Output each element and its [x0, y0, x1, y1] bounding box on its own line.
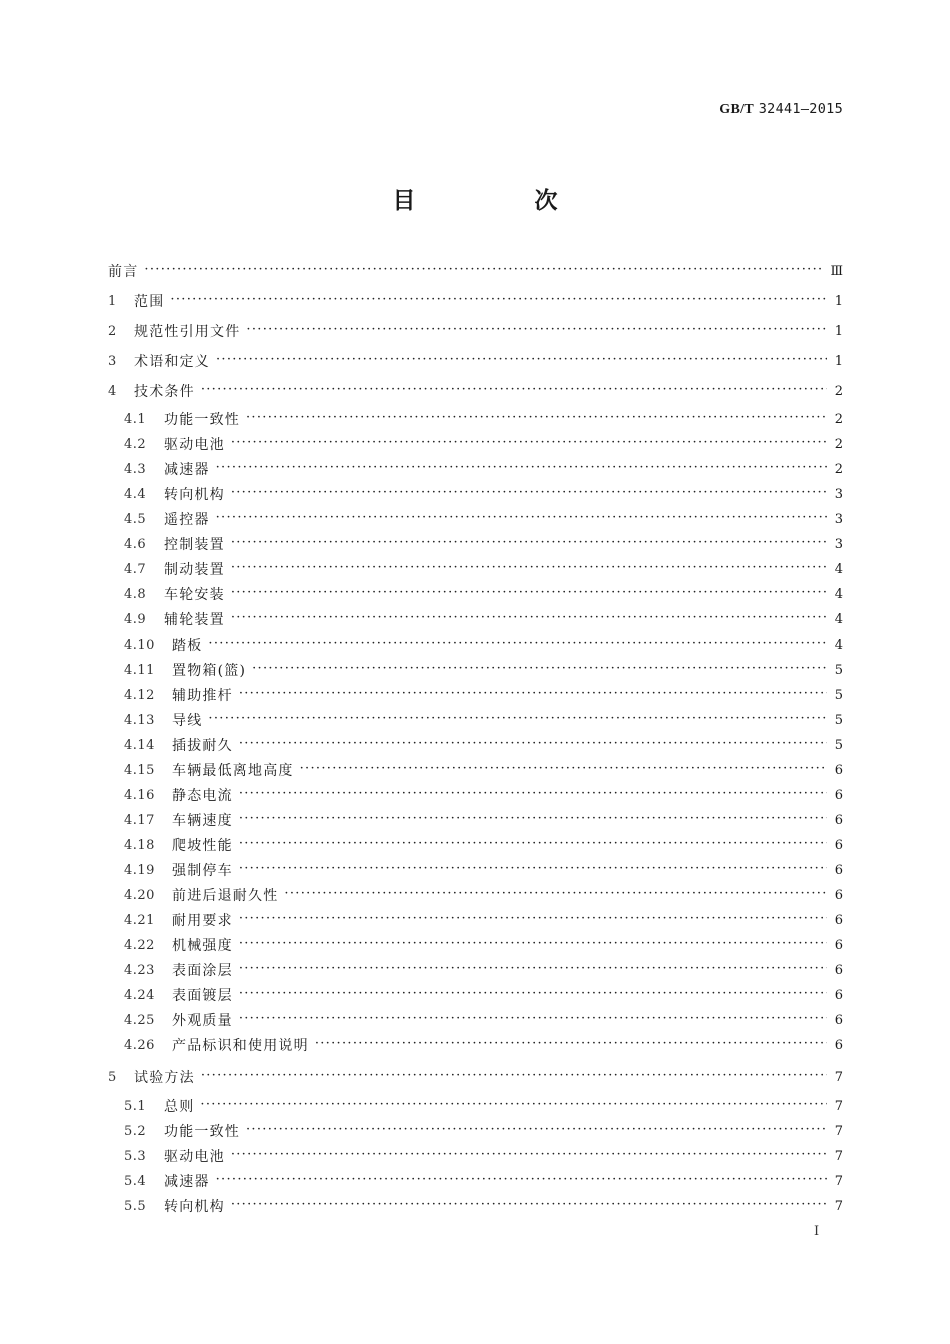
toc-entry-label: 技术条件 — [134, 384, 195, 400]
toc-entry-label: 前进后退耐久性 — [172, 888, 279, 904]
toc-entry-page: 7 — [834, 1069, 843, 1085]
toc-leader-dots — [239, 963, 827, 977]
toc-entry-page: 6 — [834, 887, 843, 903]
toc-leader-dots — [300, 763, 827, 777]
toc-leader-dots — [201, 384, 827, 398]
toc-entry-page: 6 — [834, 912, 843, 928]
toc-leader-dots — [246, 324, 827, 338]
toc-entry-label: 遥控器 — [164, 512, 210, 528]
toc-entry[interactable] — [124, 884, 843, 906]
toc-entry-page: 2 — [834, 436, 843, 452]
toc-entry-label: 表面镀层 — [172, 988, 233, 1004]
toc-entry-label: 驱动电池 — [164, 437, 225, 453]
toc-entry-label: 辅轮装置 — [164, 612, 225, 628]
toc-entry-page: 6 — [834, 1012, 843, 1028]
toc-entry-number: 5.3 — [124, 1148, 147, 1164]
toc-entry-number: 1 — [108, 293, 117, 309]
toc-leader-dots — [239, 688, 827, 702]
toc-entry[interactable] — [124, 959, 843, 981]
toc-entry[interactable] — [124, 659, 843, 681]
toc-entry-page: 1 — [834, 293, 843, 309]
toc-entry[interactable] — [124, 533, 843, 555]
toc-leader-dots — [231, 1149, 827, 1163]
toc-entry-label: 规范性引用文件 — [134, 324, 241, 340]
toc-entry[interactable] — [124, 458, 843, 480]
toc-entry[interactable] — [124, 809, 843, 831]
toc-entry-page: 5 — [834, 662, 843, 678]
toc-entry[interactable] — [124, 834, 843, 856]
toc-entry-label: 转向机构 — [164, 1199, 225, 1215]
standard-code — [719, 101, 843, 118]
toc-entry[interactable] — [124, 934, 843, 956]
toc-entry[interactable] — [124, 508, 843, 530]
toc-entry-number: 4.22 — [124, 937, 155, 953]
toc-entry-label: 车辆最低离地高度 — [172, 763, 294, 779]
standard-prefix: GB/T — [719, 102, 754, 117]
toc-entry[interactable] — [124, 634, 843, 656]
toc-leader-dots — [239, 1013, 827, 1027]
toc-entry[interactable] — [124, 483, 843, 505]
toc-leader-dots — [231, 562, 827, 576]
toc-leader-dots — [208, 713, 827, 727]
toc-entry-number: 4.19 — [124, 862, 155, 878]
toc-entry-page: 3 — [834, 511, 843, 527]
toc-entry-label: 置物箱(篮) — [172, 663, 247, 679]
toc-entry-number: 3 — [108, 353, 117, 369]
toc-entry-number: 5.4 — [124, 1173, 147, 1189]
toc-entry-page: 6 — [834, 1037, 843, 1053]
toc-entry-label: 控制装置 — [164, 537, 225, 553]
toc-entry[interactable] — [124, 558, 843, 580]
toc-leader-dots — [231, 487, 827, 501]
toc-entry-label: 车轮安装 — [164, 587, 225, 603]
toc-entry-label: 辅助推杆 — [172, 688, 233, 704]
toc-entry-page: 5 — [834, 737, 843, 753]
toc-leader-dots — [239, 938, 827, 952]
toc-entry[interactable] — [124, 408, 843, 430]
toc-entry-page: 4 — [834, 611, 843, 627]
toc-entry-number: 4.25 — [124, 1012, 155, 1028]
toc-leader-dots — [239, 813, 827, 827]
toc-entry-page: 2 — [834, 383, 843, 399]
toc-entry-page: 6 — [834, 837, 843, 853]
toc-entry-number: 4.16 — [124, 787, 155, 803]
toc-entry-number: 4.7 — [124, 561, 147, 577]
toc-entry[interactable] — [124, 984, 843, 1006]
toc-entry-page: 4 — [834, 586, 843, 602]
toc-leader-dots — [239, 738, 827, 752]
toc-leader-dots — [239, 788, 827, 802]
toc-entry-label: 转向机构 — [164, 487, 225, 503]
toc-entry-page: 3 — [834, 486, 843, 502]
toc-entry-number: 4 — [108, 383, 117, 399]
toc-entry-label: 强制停车 — [172, 863, 233, 879]
toc-entry-page: 6 — [834, 987, 843, 1003]
toc-leader-dots — [216, 1174, 827, 1188]
toc-entry[interactable] — [124, 859, 843, 881]
toc-entry-number: 4.13 — [124, 712, 155, 728]
toc-entry-page: 5 — [834, 712, 843, 728]
toc-entry-label: 导线 — [172, 713, 203, 729]
toc-entry-label: 前言 — [108, 264, 139, 280]
toc-entry-number: 5.2 — [124, 1123, 147, 1139]
toc-entry-number: 4.3 — [124, 461, 147, 477]
toc-leader-dots — [252, 663, 827, 677]
toc-entry-number: 4.15 — [124, 762, 155, 778]
toc-entry-number: 4.5 — [124, 511, 147, 527]
toc-entry-page: 7 — [834, 1148, 843, 1164]
toc-entry-number: 4.10 — [124, 637, 155, 653]
toc-entry-label: 静态电流 — [172, 788, 233, 804]
toc-entry-page: 7 — [834, 1123, 843, 1139]
toc-entry[interactable] — [108, 260, 843, 282]
toc-entry[interactable] — [108, 350, 843, 372]
toc-entry-label: 耐用要求 — [172, 913, 233, 929]
toc-entry[interactable] — [124, 1170, 843, 1192]
toc-leader-dots — [231, 1199, 827, 1213]
toc-entry[interactable] — [124, 1034, 843, 1056]
toc-entry-label: 机械强度 — [172, 938, 233, 954]
toc-leader-dots — [216, 512, 827, 526]
toc-leader-dots — [200, 1099, 827, 1113]
toc-leader-dots — [246, 1124, 827, 1138]
toc-entry[interactable] — [124, 1095, 843, 1117]
toc-entry-number: 4.4 — [124, 486, 147, 502]
toc-entry-number: 4.24 — [124, 987, 155, 1003]
page-number: I — [814, 1224, 820, 1239]
toc-leader-dots — [239, 838, 827, 852]
toc-leader-dots — [216, 354, 827, 368]
toc-leader-dots — [284, 888, 827, 902]
toc-entry-page: 2 — [834, 411, 843, 427]
toc-entry-label: 表面涂层 — [172, 963, 233, 979]
toc-leader-dots — [144, 264, 824, 278]
toc-entry-number: 4.9 — [124, 611, 147, 627]
toc-entry-page: Ⅲ — [830, 263, 843, 279]
toc-entry[interactable] — [124, 909, 843, 931]
toc-entry-page: 6 — [834, 862, 843, 878]
toc-entry[interactable] — [108, 290, 843, 312]
toc-leader-dots — [231, 587, 827, 601]
toc-entry-page: 6 — [834, 962, 843, 978]
toc-leader-dots — [231, 537, 827, 551]
toc-entry-label: 减速器 — [164, 1174, 210, 1190]
toc-entry-number: 4.18 — [124, 837, 155, 853]
toc-entry-number: 4.6 — [124, 536, 147, 552]
toc-entry-number: 4.12 — [124, 687, 155, 703]
toc-entry-label: 爬坡性能 — [172, 838, 233, 854]
toc-entry-number: 4.1 — [124, 411, 147, 427]
toc-leader-dots — [231, 612, 827, 626]
toc-entry-number: 4.23 — [124, 962, 155, 978]
toc-entry-page: 6 — [834, 937, 843, 953]
toc-entry-label: 功能一致性 — [164, 412, 240, 428]
toc-entry-number: 4.14 — [124, 737, 155, 753]
toc-leader-dots — [231, 437, 827, 451]
toc-entry-label: 插拔耐久 — [172, 738, 233, 754]
toc-entry-number: 5 — [108, 1069, 117, 1085]
toc-leader-dots — [239, 863, 827, 877]
page-title: 目 次 — [392, 188, 606, 214]
toc-entry-label: 减速器 — [164, 462, 210, 478]
toc-entry-label: 试验方法 — [134, 1070, 195, 1086]
toc-entry[interactable] — [124, 1145, 843, 1167]
standard-number: 32441—2015 — [758, 101, 843, 117]
toc-entry-page: 4 — [834, 561, 843, 577]
toc-entry[interactable] — [124, 759, 843, 781]
toc-entry-number: 4.20 — [124, 887, 155, 903]
toc-entry-page: 3 — [834, 536, 843, 552]
toc-entry-label: 总则 — [164, 1099, 195, 1115]
toc-entry-label: 车辆速度 — [172, 813, 233, 829]
toc-leader-dots — [246, 412, 827, 426]
toc-entry-label: 范围 — [134, 294, 165, 310]
toc-entry-page: 5 — [834, 687, 843, 703]
toc-entry[interactable] — [124, 1120, 843, 1142]
toc-entry[interactable] — [124, 583, 843, 605]
toc-entry[interactable] — [108, 380, 843, 402]
toc-entry-number: 4.21 — [124, 912, 155, 928]
toc-entry[interactable] — [124, 709, 843, 731]
toc-entry-number: 4.26 — [124, 1037, 155, 1053]
toc-leader-dots — [239, 988, 827, 1002]
toc-entry-label: 术语和定义 — [134, 354, 210, 370]
toc-entry[interactable] — [124, 1009, 843, 1031]
toc-entry-label: 外观质量 — [172, 1013, 233, 1029]
toc-leader-dots — [170, 294, 827, 308]
toc-entry-number: 4.17 — [124, 812, 155, 828]
toc-leader-dots — [315, 1038, 827, 1052]
toc-entry-page: 7 — [834, 1173, 843, 1189]
toc-entry[interactable] — [124, 684, 843, 706]
toc-entry[interactable] — [124, 734, 843, 756]
toc-entry-label: 产品标识和使用说明 — [172, 1038, 309, 1054]
toc-entry-number: 4.2 — [124, 436, 147, 452]
toc-leader-dots — [216, 462, 827, 476]
toc-entry[interactable] — [124, 784, 843, 806]
toc-entry-label: 制动装置 — [164, 562, 225, 578]
toc-entry-number: 4.11 — [124, 662, 155, 678]
toc-entry-number: 2 — [108, 323, 117, 339]
toc-entry-label: 驱动电池 — [164, 1149, 225, 1165]
toc-entry-number: 5.5 — [124, 1198, 147, 1214]
toc-entry-page: 4 — [834, 637, 843, 653]
toc-entry[interactable] — [124, 608, 843, 630]
toc-entry-number: 4.8 — [124, 586, 147, 602]
toc-entry[interactable] — [108, 1066, 843, 1088]
toc-entry-page: 6 — [834, 762, 843, 778]
toc-entry-number: 5.1 — [124, 1098, 147, 1114]
toc-leader-dots — [208, 638, 827, 652]
toc-entry-page: 7 — [834, 1098, 843, 1114]
toc-entry-page: 2 — [834, 461, 843, 477]
toc-entry-page: 1 — [834, 323, 843, 339]
toc-entry-label: 踏板 — [172, 638, 203, 654]
toc-entry-page: 6 — [834, 787, 843, 803]
toc-entry-page: 7 — [834, 1198, 843, 1214]
toc-entry[interactable] — [124, 1195, 843, 1217]
toc-entry[interactable] — [108, 320, 843, 342]
toc-leader-dots — [239, 913, 827, 927]
toc-leader-dots — [201, 1070, 827, 1084]
toc-entry-label: 功能一致性 — [164, 1124, 240, 1140]
toc-entry-page: 6 — [834, 812, 843, 828]
toc-entry[interactable] — [124, 433, 843, 455]
toc-entry-page: 1 — [834, 353, 843, 369]
